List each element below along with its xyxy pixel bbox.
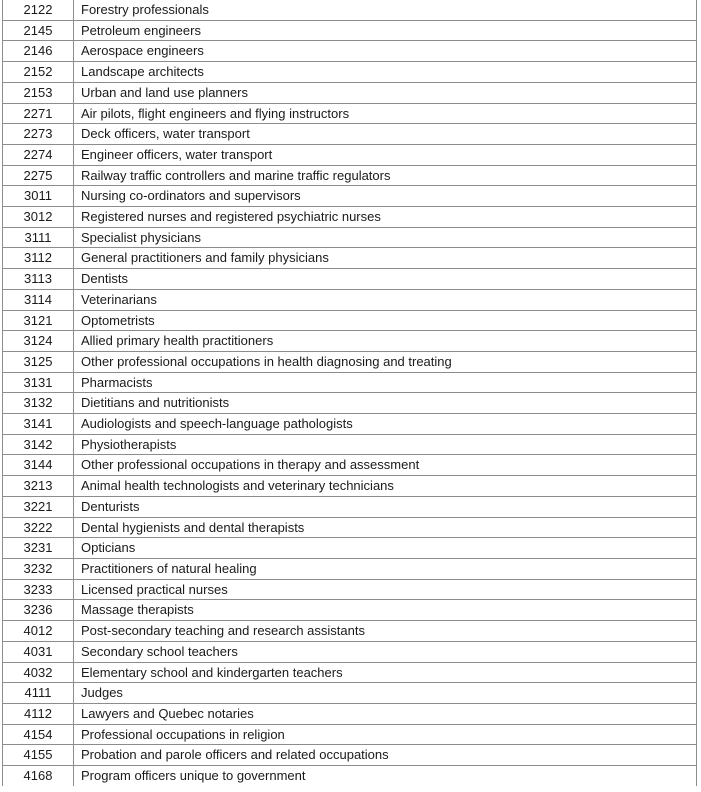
table-row xyxy=(3,41,697,62)
noc-code-cell: 3141 xyxy=(3,414,74,435)
table-row xyxy=(3,248,697,269)
noc-code-cell: 3121 xyxy=(3,310,74,331)
occupation-title-cell: Specialist physicians xyxy=(74,227,697,248)
occupation-title-cell: Deck officers, water transport xyxy=(74,124,697,145)
table-row xyxy=(3,269,697,290)
occupation-title-cell: Allied primary health practitioners xyxy=(74,331,697,352)
occupation-title-cell: Optometrists xyxy=(74,310,697,331)
table-row xyxy=(3,103,697,124)
table-row xyxy=(3,558,697,579)
occupation-title-cell: Forestry professionals xyxy=(74,0,697,20)
table-row xyxy=(3,683,697,704)
table-row xyxy=(3,62,697,83)
table-row xyxy=(3,496,697,517)
occupation-table-body xyxy=(3,0,697,786)
noc-code-cell: 4168 xyxy=(3,766,74,787)
occupation-title-cell: Massage therapists xyxy=(74,600,697,621)
table-row xyxy=(3,455,697,476)
noc-code-cell: 4112 xyxy=(3,703,74,724)
noc-code-cell: 2275 xyxy=(3,165,74,186)
occupation-title-cell: Dentists xyxy=(74,269,697,290)
occupation-title-cell: Air pilots, flight engineers and flying instructors xyxy=(74,103,697,124)
table-row xyxy=(3,207,697,228)
noc-code-cell: 3111 xyxy=(3,227,74,248)
table-row xyxy=(3,227,697,248)
noc-code-cell: 3012 xyxy=(3,207,74,228)
noc-code-cell: 3114 xyxy=(3,289,74,310)
occupation-title-cell: Lawyers and Quebec notaries xyxy=(74,703,697,724)
noc-code-cell: 4032 xyxy=(3,662,74,683)
table-row xyxy=(3,724,697,745)
occupation-title-cell: Elementary school and kindergarten teachers xyxy=(74,662,697,683)
noc-code-cell: 3132 xyxy=(3,393,74,414)
table-row xyxy=(3,476,697,497)
table-row xyxy=(3,579,697,600)
occupation-table xyxy=(2,0,697,787)
table-row xyxy=(3,289,697,310)
occupation-title-cell: Licensed practical nurses xyxy=(74,579,697,600)
table-row xyxy=(3,372,697,393)
noc-code-cell: 3222 xyxy=(3,517,74,538)
occupation-title-cell: Probation and parole officers and related occupations xyxy=(74,745,697,766)
occupation-title-cell: Judges xyxy=(74,683,697,704)
noc-code-cell: 4012 xyxy=(3,621,74,642)
noc-code-cell: 3232 xyxy=(3,558,74,579)
noc-code-cell: 3125 xyxy=(3,351,74,372)
table-row xyxy=(3,766,697,787)
noc-code-cell: 3131 xyxy=(3,372,74,393)
noc-code-cell: 2122 xyxy=(3,0,74,20)
occupation-title-cell: Dietitians and nutritionists xyxy=(74,393,697,414)
occupation-title-cell: Veterinarians xyxy=(74,289,697,310)
occupation-title-cell: General practitioners and family physicians xyxy=(74,248,697,269)
occupation-title-cell: Professional occupations in religion xyxy=(74,724,697,745)
occupation-title-cell: Engineer officers, water transport xyxy=(74,144,697,165)
noc-code-cell: 2273 xyxy=(3,124,74,145)
table-row xyxy=(3,124,697,145)
table-row xyxy=(3,82,697,103)
occupation-title-cell: Physiotherapists xyxy=(74,434,697,455)
table-row xyxy=(3,414,697,435)
noc-code-cell: 3142 xyxy=(3,434,74,455)
noc-code-cell: 2153 xyxy=(3,82,74,103)
table-row xyxy=(3,745,697,766)
table-row xyxy=(3,393,697,414)
table-row xyxy=(3,538,697,559)
noc-code-cell: 3011 xyxy=(3,186,74,207)
occupation-title-cell: Petroleum engineers xyxy=(74,20,697,41)
table-row xyxy=(3,434,697,455)
table-row xyxy=(3,144,697,165)
noc-code-cell: 2152 xyxy=(3,62,74,83)
noc-code-cell: 3221 xyxy=(3,496,74,517)
occupation-title-cell: Other professional occupations in health diagnosing and treating xyxy=(74,351,697,372)
occupation-title-cell: Program officers unique to government xyxy=(74,766,697,787)
occupation-title-cell: Denturists xyxy=(74,496,697,517)
noc-code-cell: 2145 xyxy=(3,20,74,41)
occupation-title-cell: Railway traffic controllers and marine traffic regulators xyxy=(74,165,697,186)
table-row xyxy=(3,0,697,20)
table-row xyxy=(3,703,697,724)
noc-code-cell: 3112 xyxy=(3,248,74,269)
table-row xyxy=(3,351,697,372)
table-row xyxy=(3,641,697,662)
occupation-title-cell: Landscape architects xyxy=(74,62,697,83)
noc-code-cell: 3124 xyxy=(3,331,74,352)
noc-code-cell: 3233 xyxy=(3,579,74,600)
occupation-title-cell: Audiologists and speech-language pathologists xyxy=(74,414,697,435)
occupation-title-cell: Pharmacists xyxy=(74,372,697,393)
noc-code-cell: 4155 xyxy=(3,745,74,766)
occupation-title-cell: Practitioners of natural healing xyxy=(74,558,697,579)
occupation-title-cell: Secondary school teachers xyxy=(74,641,697,662)
occupation-title-cell: Other professional occupations in therapy and assessment xyxy=(74,455,697,476)
noc-code-cell: 4031 xyxy=(3,641,74,662)
noc-code-cell: 3236 xyxy=(3,600,74,621)
occupation-title-cell: Dental hygienists and dental therapists xyxy=(74,517,697,538)
occupation-title-cell: Aerospace engineers xyxy=(74,41,697,62)
table-row xyxy=(3,517,697,538)
noc-code-cell: 4111 xyxy=(3,683,74,704)
occupation-title-cell: Opticians xyxy=(74,538,697,559)
table-row xyxy=(3,600,697,621)
table-row xyxy=(3,20,697,41)
occupation-title-cell: Post-secondary teaching and research assistants xyxy=(74,621,697,642)
table-row xyxy=(3,621,697,642)
noc-code-cell: 2274 xyxy=(3,144,74,165)
noc-code-cell: 2271 xyxy=(3,103,74,124)
occupation-title-cell: Urban and land use planners xyxy=(74,82,697,103)
noc-code-cell: 2146 xyxy=(3,41,74,62)
table-row xyxy=(3,310,697,331)
noc-code-cell: 3144 xyxy=(3,455,74,476)
page-bottom-margin xyxy=(0,786,701,792)
noc-code-cell: 3113 xyxy=(3,269,74,290)
occupation-title-cell: Animal health technologists and veterinary technicians xyxy=(74,476,697,497)
table-row xyxy=(3,331,697,352)
noc-code-cell: 4154 xyxy=(3,724,74,745)
occupation-title-cell: Registered nurses and registered psychiatric nurses xyxy=(74,207,697,228)
occupation-title-cell: Nursing co-ordinators and supervisors xyxy=(74,186,697,207)
table-row xyxy=(3,186,697,207)
noc-code-cell: 3213 xyxy=(3,476,74,497)
noc-code-cell: 3231 xyxy=(3,538,74,559)
table-row xyxy=(3,165,697,186)
table-row xyxy=(3,662,697,683)
